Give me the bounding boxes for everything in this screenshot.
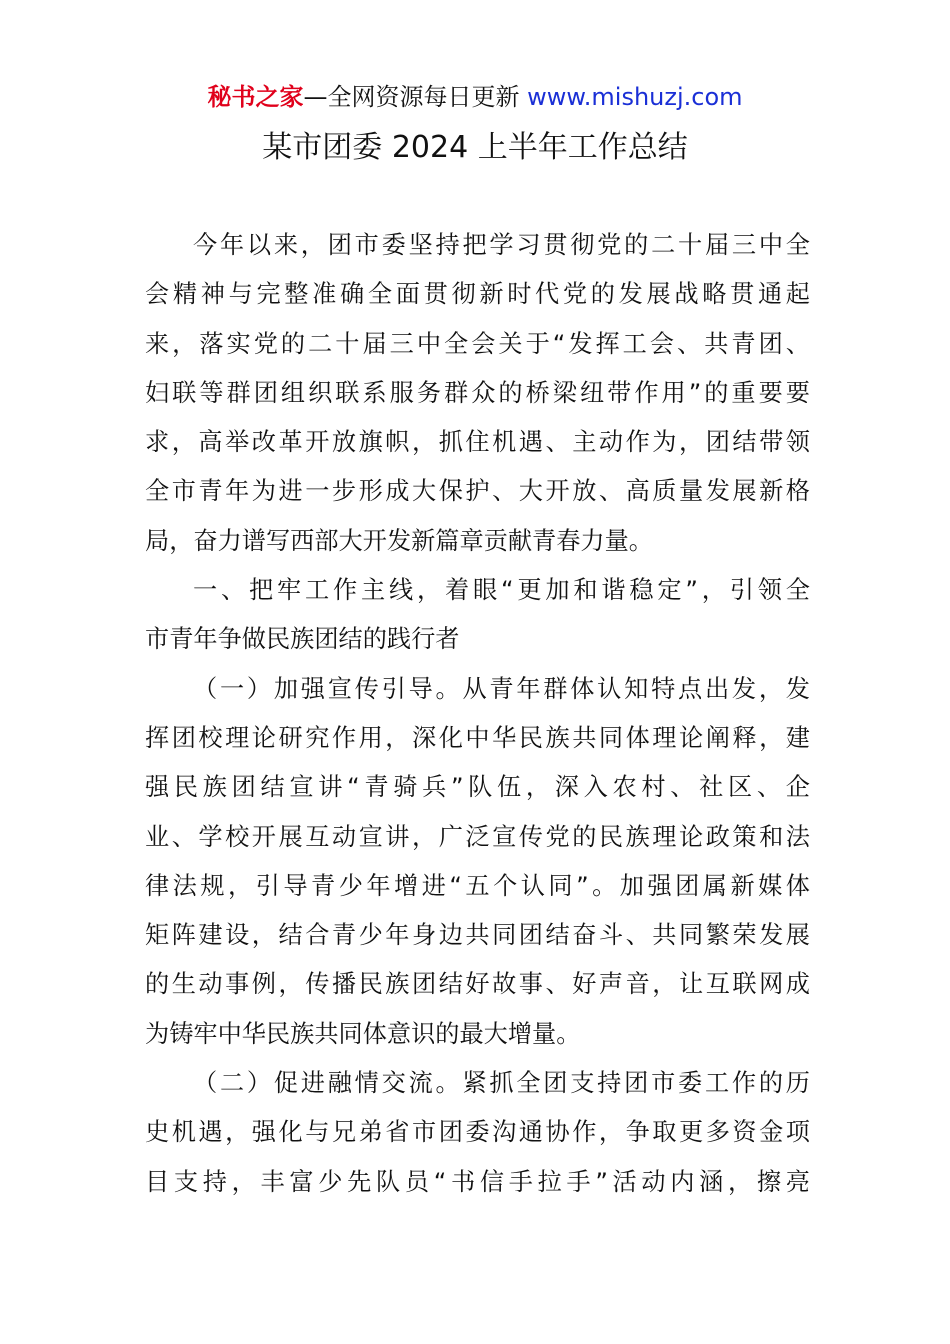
paragraph-publicity: [145, 665, 810, 1059]
section-heading-1: [145, 566, 810, 665]
paragraph-exchange: [145, 1059, 810, 1207]
paragraph-intro: [145, 221, 810, 566]
text-line: 的生动事例，传播民族团结好故事、好声音，让互联网成: [145, 970, 810, 999]
text-line: 一、把牢工作主线，着眼“更加和谐稳定”，引领全: [193, 576, 810, 605]
text-line: 全市青年为进一步形成大保护、大开放、高质量发展新格: [145, 477, 810, 506]
text-line: 局，奋力谱写西部大开发新篇章贡献青春力量。: [145, 526, 653, 555]
site-slogan: —全网资源每日更新: [303, 83, 520, 111]
text-line: （二）促进融情交流。紧抓全团支持团市委工作的历: [193, 1069, 810, 1098]
text-line: 市青年争做民族团结的践行者: [145, 625, 460, 654]
text-line: 业、学校开展互动宣讲，广泛宣传党的民族理论政策和法: [145, 822, 810, 851]
document-body: [145, 221, 810, 1207]
text-line: 挥团校理论研究作用，深化中华民族共同体理论阐释，建: [145, 723, 810, 752]
text-line: 史机遇，强化与兄弟省市团委沟通协作，争取更多资金项: [145, 1118, 810, 1147]
text-line: 目支持，丰富少先队员“书信手拉手”活动内涵，擦亮: [145, 1167, 810, 1196]
text-line: 求，高举改革开放旗帜，抓住机遇、主动作为，团结带领: [145, 428, 810, 457]
text-line: 妇联等群团组织联系服务群众的桥梁纽带作用”的重要要: [145, 378, 810, 407]
text-line: （一）加强宣传引导。从青年群体认知特点出发，发: [193, 674, 810, 703]
text-line: 会精神与完整准确全面贯彻新时代党的发展战略贯通起: [145, 280, 810, 309]
text-line: 律法规，引导青少年增进“五个认同”。加强团属新媒体: [145, 871, 810, 900]
site-header: [0, 80, 950, 114]
document-title: 某市团委 2024 上半年工作总结: [262, 130, 688, 165]
text-line: 来，落实党的二十届三中全会关于“发挥工会、共青团、: [145, 329, 810, 358]
site-url-link[interactable]: www.mishuzj.com: [527, 83, 743, 111]
site-brand: 秘书之家: [207, 83, 304, 111]
text-line: 今年以来，团市委坚持把学习贯彻党的二十届三中全: [193, 231, 810, 259]
text-line: 强民族团结宣讲“青骑兵”队伍，深入农村、社区、企: [145, 773, 810, 802]
text-line: 矩阵建设，结合青少年身边共同团结奋斗、共同繁荣发展: [145, 921, 810, 950]
text-line: 为铸牢中华民族共同体意识的最大增量。: [145, 1019, 581, 1048]
